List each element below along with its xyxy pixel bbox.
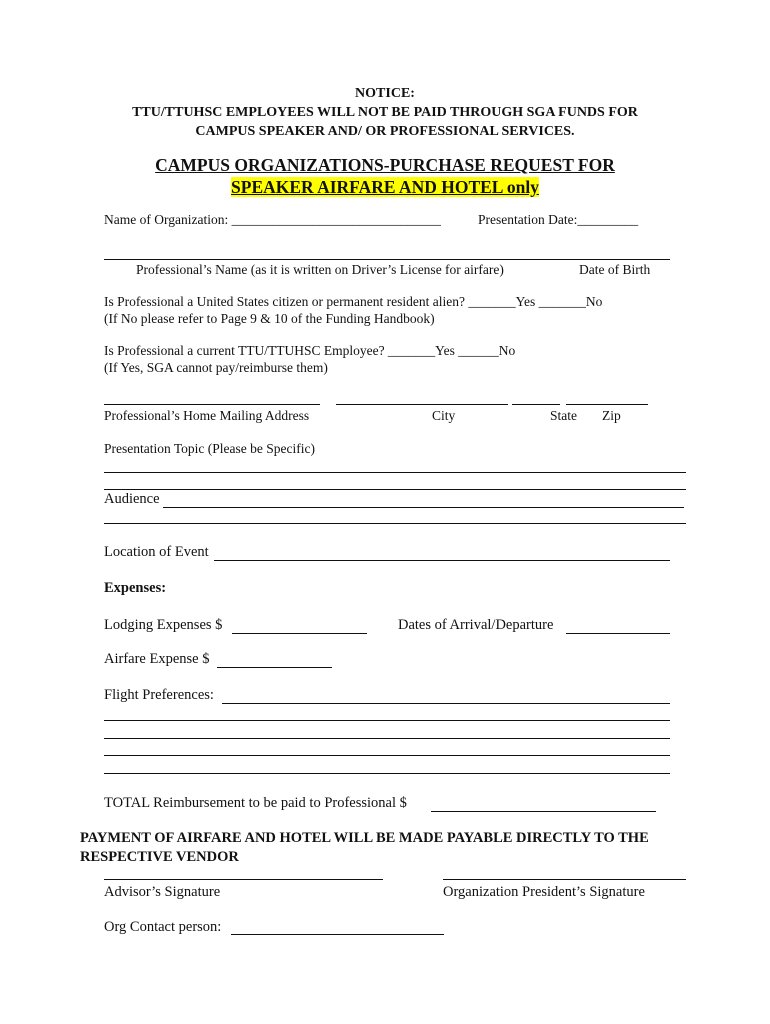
org-contact-line[interactable] <box>231 934 444 935</box>
payment-notice-line2: RESPECTIVE VENDOR <box>80 849 239 865</box>
flight-pref-line-5[interactable] <box>104 773 670 774</box>
professional-name-line[interactable] <box>104 259 670 260</box>
form-title-line2 <box>0 177 770 198</box>
president-signature-line[interactable] <box>443 879 686 880</box>
city-line[interactable] <box>336 404 508 405</box>
president-signature-label: Organization President’s Signature <box>443 884 645 900</box>
employee-note: (If Yes, SGA cannot pay/reimburse them) <box>104 360 328 375</box>
notice-text-line1: TTU/TTUHSC EMPLOYEES WILL NOT BE PAID THROUGH SGA FUNDS FOR <box>132 105 638 120</box>
flight-pref-line-1[interactable] <box>222 703 670 704</box>
presentation-date-field[interactable]: Presentation Date:_________ <box>478 212 639 227</box>
zip-line[interactable] <box>566 404 648 405</box>
org-contact-label: Org Contact person: <box>104 919 222 935</box>
lodging-line[interactable] <box>232 633 367 634</box>
total-reimbursement-line[interactable] <box>431 811 656 812</box>
dates-line[interactable] <box>566 633 670 634</box>
location-label: Location of Event <box>104 544 209 560</box>
topic-line-1[interactable] <box>104 472 686 473</box>
topic-line-2[interactable] <box>104 489 686 490</box>
notice-heading: NOTICE: <box>355 86 415 101</box>
zip-label: Zip <box>602 408 621 423</box>
audience-line-2[interactable] <box>104 523 686 524</box>
notice-text-line2: CAMPUS SPEAKER AND/ OR PROFESSIONAL SERVICES. <box>195 124 575 139</box>
total-reimbursement-label: TOTAL Reimbursement to be paid to Professional $ <box>104 795 407 811</box>
city-label: City <box>432 408 456 423</box>
professional-name-label: Professional’s Name (as it is written on Driver’s License for airfare) <box>136 262 504 277</box>
flight-pref-line-4[interactable] <box>104 755 670 756</box>
form-title-line1: CAMPUS ORGANIZATIONS-PURCHASE REQUEST FOR <box>155 155 615 175</box>
audience-label: Audience <box>104 491 160 507</box>
lodging-label: Lodging Expenses $ <box>104 617 223 633</box>
advisor-signature-label: Advisor’s Signature <box>104 884 221 900</box>
state-line[interactable] <box>512 404 560 405</box>
expenses-heading: Expenses: <box>104 580 167 596</box>
airfare-label: Airfare Expense $ <box>104 651 210 667</box>
form-title-highlight: SPEAKER AIRFARE AND HOTEL only <box>231 177 539 197</box>
flight-pref-line-3[interactable] <box>104 738 670 739</box>
state-label: State <box>550 408 577 423</box>
citizen-note: (If No please refer to Page 9 & 10 of the Funding Handbook) <box>104 311 435 326</box>
org-name-field[interactable]: Name of Organization: _______________________________ <box>104 212 441 227</box>
audience-line-1[interactable] <box>163 507 684 508</box>
flight-pref-line-2[interactable] <box>104 720 670 721</box>
airfare-line[interactable] <box>217 667 332 668</box>
date-of-birth-label: Date of Birth <box>579 262 651 277</box>
location-line[interactable] <box>214 560 670 561</box>
citizen-question[interactable]: Is Professional a United States citizen or permanent resident alien? _______Yes _______No <box>104 294 603 309</box>
flight-preferences-label: Flight Preferences: <box>104 687 214 703</box>
home-address-label: Professional’s Home Mailing Address <box>104 408 310 423</box>
dates-label: Dates of Arrival/Departure <box>398 617 554 633</box>
employee-question[interactable]: Is Professional a current TTU/TTUHSC Employee? _______Yes ______No <box>104 343 516 358</box>
payment-notice-line1: PAYMENT OF AIRFARE AND HOTEL WILL BE MADE PAYABLE DIRECTLY TO THE <box>80 830 649 846</box>
advisor-signature-line[interactable] <box>104 879 383 880</box>
home-address-line[interactable] <box>104 404 320 405</box>
presentation-topic-label: Presentation Topic (Please be Specific) <box>104 441 315 456</box>
